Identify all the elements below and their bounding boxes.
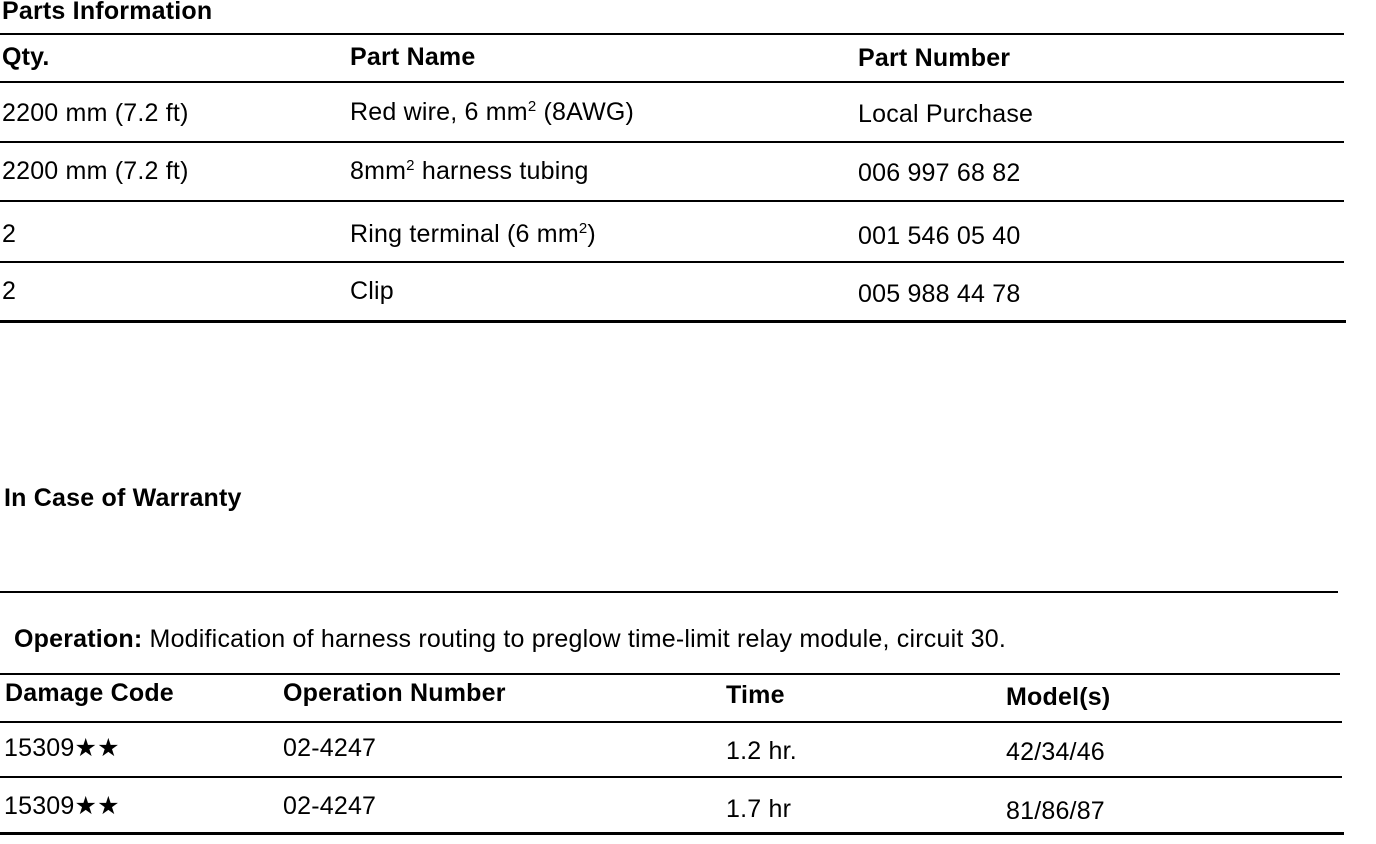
- row-models: 81/86/87: [1006, 797, 1105, 825]
- warranty-top-rule: [0, 591, 1338, 593]
- header-qty: Qty.: [2, 43, 50, 71]
- header-part-number: Part Number: [858, 44, 1011, 72]
- row-time: 1.7 hr: [726, 795, 792, 823]
- warranty-title: In Case of Warranty: [4, 484, 242, 512]
- row-qty: 2: [2, 220, 17, 248]
- parts-header-rule: [0, 81, 1344, 83]
- row-rule: [0, 776, 1342, 778]
- operation-description: [14, 624, 1006, 654]
- row-rule: [0, 200, 1344, 202]
- header-models: Model(s): [1006, 683, 1111, 711]
- header-operation-number: Operation Number: [283, 679, 506, 707]
- row-qty: 2: [2, 277, 17, 305]
- row-qty: 2200 mm (7.2 ft): [2, 157, 189, 185]
- row-operation-number: 02-4247: [283, 734, 377, 762]
- operation-text: Modification of harness routing to preglow time-limit relay module, circuit 30.: [142, 625, 1006, 653]
- row-rule: [0, 141, 1344, 143]
- warranty-bottom-rule: [0, 832, 1344, 835]
- row-models: 42/34/46: [1006, 738, 1105, 766]
- row-operation-number: 02-4247: [283, 792, 377, 820]
- operation-label: Operation:: [14, 625, 143, 653]
- header-damage-code: Damage Code: [5, 679, 174, 707]
- parts-title: Parts Information: [2, 0, 213, 25]
- row-part-number: 005 988 44 78: [858, 280, 1021, 308]
- header-time: Time: [726, 681, 785, 709]
- header-part-name: Part Name: [350, 43, 476, 71]
- row-part-name: $8mm^2$ harness tubing: [350, 157, 589, 185]
- row-qty: 2200 mm (7.2 ft): [2, 99, 189, 127]
- row-part-name: Ring terminal (6 $mm^2$): [350, 220, 596, 248]
- row-rule: [0, 261, 1344, 263]
- row-part-number: 001 546 05 40: [858, 222, 1021, 250]
- row-time: 1.2 hr.: [726, 737, 797, 765]
- row-part-number: 006 997 68 82: [858, 159, 1021, 187]
- row-damage-code: 15309★★: [4, 792, 120, 820]
- warranty-header-rule: [0, 721, 1342, 723]
- row-part-name: Red wire, 6 $mm^2$ (8AWG): [350, 98, 635, 126]
- warranty-table-top-rule: [0, 673, 1340, 675]
- row-part-number: Local Purchase: [858, 100, 1034, 128]
- parts-top-rule: [0, 33, 1344, 35]
- parts-bottom-rule: [0, 320, 1346, 323]
- row-part-name: Clip: [350, 277, 394, 305]
- row-damage-code: 15309★★: [4, 734, 120, 762]
